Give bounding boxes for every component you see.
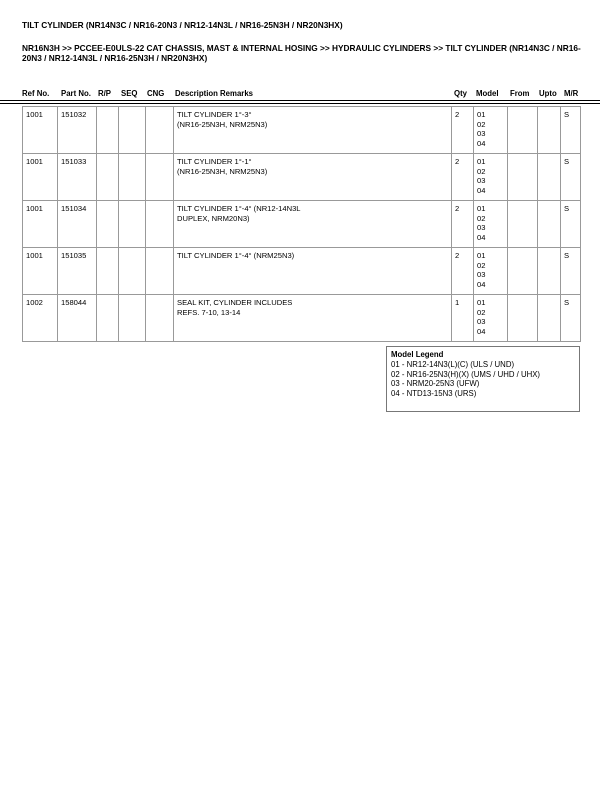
cng-cell [146, 248, 174, 295]
col-upto: Upto [539, 89, 557, 98]
description-cell: TILT CYLINDER 1°-1° (NR16-25N3H, NRM25N3) [174, 154, 452, 201]
col-qty: Qty [454, 89, 467, 98]
model-legend [386, 346, 580, 412]
seq-cell [119, 295, 146, 342]
seq-cell [119, 248, 146, 295]
from-cell [508, 107, 538, 154]
col-mr: M/R [564, 89, 579, 98]
model-cell: 01 02 03 04 [474, 107, 508, 154]
mr-cell: S [561, 154, 581, 201]
part-cell: 151035 [58, 248, 97, 295]
qty-cell: 2 [452, 154, 474, 201]
qty-cell: 1 [452, 295, 474, 342]
ref-cell: 1001 [23, 201, 58, 248]
cng-cell [146, 107, 174, 154]
model-cell: 01 02 03 04 [474, 154, 508, 201]
model-cell: 01 02 03 04 [474, 295, 508, 342]
table-row [23, 154, 581, 201]
upto-cell [538, 107, 561, 154]
ref-cell: 1002 [23, 295, 58, 342]
header-divider [0, 100, 600, 104]
mr-cell: S [561, 248, 581, 295]
part-cell: 151032 [58, 107, 97, 154]
upto-cell [538, 248, 561, 295]
col-from: From [510, 89, 530, 98]
legend-item: 04 - NTD13-15N3 (URS) [391, 388, 477, 398]
col-desc: Description Remarks [175, 89, 253, 98]
upto-cell [538, 154, 561, 201]
col-rp: R/P [98, 89, 111, 98]
rp-cell [97, 154, 119, 201]
model-cell: 01 02 03 04 [474, 248, 508, 295]
col-cng: CNG [147, 89, 165, 98]
description-cell: SEAL KIT, CYLINDER INCLUDES REFS. 7-10, 13-14 [174, 295, 452, 342]
seq-cell [119, 107, 146, 154]
col-ref: Ref No. [22, 89, 50, 98]
mr-cell: S [561, 107, 581, 154]
from-cell [508, 295, 538, 342]
mr-cell: S [561, 201, 581, 248]
breadcrumb: NR16N3H >> PCCEE-E0ULS-22 CAT CHASSIS, MAST & INTERNAL HOSING >> HYDRAULIC CYLINDERS >> TILT CYLINDER (NR14N3C / NR16-20N3 / NR12-14N3L / NR16-25N3H / NR20N3HX) [22, 43, 581, 63]
from-cell [508, 248, 538, 295]
from-cell [508, 201, 538, 248]
ref-cell: 1001 [23, 154, 58, 201]
qty-cell: 2 [452, 248, 474, 295]
cng-cell [146, 295, 174, 342]
qty-cell: 2 [452, 201, 474, 248]
seq-cell [119, 201, 146, 248]
part-cell: 151033 [58, 154, 97, 201]
ref-cell: 1001 [23, 107, 58, 154]
table-row [23, 248, 581, 295]
mr-cell: S [561, 295, 581, 342]
model-cell: 01 02 03 04 [474, 201, 508, 248]
legend-title: Model Legend [391, 350, 444, 359]
parts-table [22, 106, 581, 342]
ref-cell: 1001 [23, 248, 58, 295]
seq-cell [119, 154, 146, 201]
col-part: Part No. [61, 89, 91, 98]
col-model: Model [476, 89, 499, 98]
qty-cell: 2 [452, 107, 474, 154]
part-cell: 151034 [58, 201, 97, 248]
col-seq: SEQ [121, 89, 138, 98]
page-title: TILT CYLINDER (NR14N3C / NR16-20N3 / NR12-14N3L / NR16-25N3H / NR20N3HX) [22, 20, 343, 30]
legend-item: 03 - NRM20-25N3 (UFW) [391, 379, 480, 389]
description-cell: TILT CYLINDER 1°-3° (NR16-25N3H, NRM25N3) [174, 107, 452, 154]
description-cell: TILT CYLINDER 1°-4° (NRM25N3) [174, 248, 452, 295]
from-cell [508, 154, 538, 201]
table-row [23, 295, 581, 342]
part-cell: 158044 [58, 295, 97, 342]
upto-cell [538, 201, 561, 248]
description-cell: TILT CYLINDER 1°-4° (NR12-14N3L DUPLEX, NRM20N3) [174, 201, 452, 248]
upto-cell [538, 295, 561, 342]
table-row [23, 107, 581, 154]
cng-cell [146, 201, 174, 248]
legend-item: 02 - NR16-25N3(H)(X) (UMS / UHD / UHX) [391, 369, 541, 379]
table-row [23, 201, 581, 248]
rp-cell [97, 107, 119, 154]
rp-cell [97, 295, 119, 342]
legend-item: 01 - NR12-14N3(L)(C) (ULS / UND) [391, 360, 515, 370]
rp-cell [97, 248, 119, 295]
cng-cell [146, 154, 174, 201]
rp-cell [97, 201, 119, 248]
